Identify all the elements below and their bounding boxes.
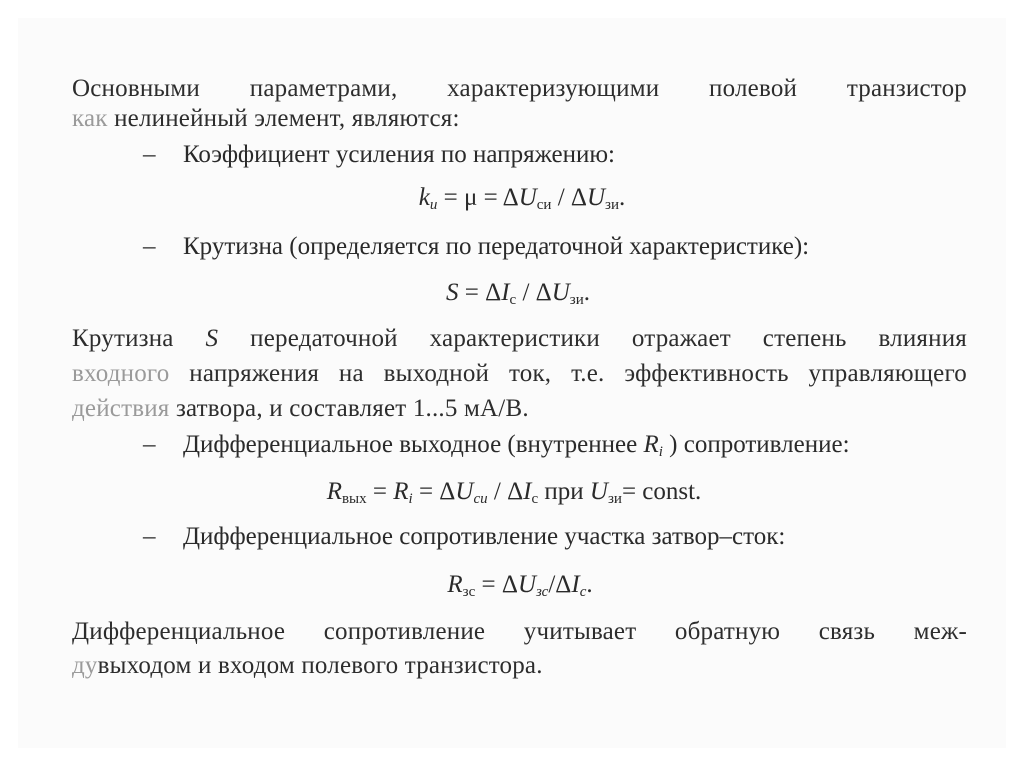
formula-operator: при (538, 478, 590, 505)
formula-symbol: U (518, 184, 537, 211)
formula-subscript: с (531, 491, 539, 507)
inline-subscript: i (658, 444, 663, 460)
formula-operator: = (366, 478, 394, 505)
formula-operator: = Δ (412, 478, 456, 505)
paragraph-2-text: затвора, и составляет 1...5 мА/В. (175, 395, 529, 422)
formula-operator: . (618, 184, 626, 211)
paragraph-1-line-1 (72, 74, 967, 104)
formula-subscript: си (536, 197, 552, 213)
formula-operator: = μ = Δ (437, 184, 519, 211)
paragraph-2-text: передаточной характеристики отражает степень влияния (250, 325, 967, 352)
faded-word: входного (72, 360, 170, 387)
paragraph-2-line-1 (72, 324, 967, 354)
paragraph-1-line-2 (72, 104, 460, 134)
formula-symbol: R (393, 478, 409, 505)
formula-subscript: си (473, 491, 488, 507)
bullet-dash: – (143, 233, 156, 260)
formula-symbol: k (418, 184, 430, 211)
formula-symbol: U (517, 571, 537, 598)
gain-label: Коэффициент усиления по напряжению: (183, 141, 615, 168)
paragraph-1-line-2-text: нелинейный элемент, являются: (114, 105, 460, 132)
formula-symbol: U (586, 184, 606, 211)
formula-subscript: и (429, 197, 438, 213)
paragraph-3-line-2 (72, 651, 543, 681)
paragraph-3-text: Дифференциальное сопротивление учитывает обратную связь меж- (72, 618, 967, 645)
formula-subscript: вых (341, 491, 367, 507)
output-resistance-label (183, 430, 850, 467)
label-text: Дифференциальное выходное (внутреннее (183, 431, 638, 458)
faded-word: как (72, 105, 108, 132)
formula-operator: . (583, 279, 590, 306)
formula-operator: . (586, 571, 593, 598)
formula-subscript: зс (536, 584, 549, 600)
paragraph-2-line-3 (72, 394, 529, 424)
bullet-dash: – (143, 523, 156, 550)
inline-symbol: S (205, 325, 219, 352)
faded-word: действия (72, 395, 170, 422)
formula-operator: /Δ (548, 571, 572, 598)
formula-operator: / Δ (516, 279, 552, 306)
formula-subscript: с (509, 292, 517, 308)
formula-symbol: U (455, 478, 474, 505)
faded-word: ду (72, 652, 98, 679)
gain-formula (10, 183, 1024, 220)
paragraph-2-text: Крутизна (72, 325, 174, 352)
formula-subscript: i (408, 491, 413, 507)
formula-symbol: I (571, 571, 580, 598)
formula-symbol: R (447, 571, 463, 598)
formula-symbol: U (589, 478, 608, 505)
formula-operator: / Δ (551, 184, 587, 211)
paragraph-3-text: выходом и входом полевого транзистора. (97, 652, 543, 679)
formula-symbol: U (551, 279, 570, 306)
formula-symbol: R (326, 478, 342, 505)
bullet-dash: – (143, 431, 156, 458)
inline-symbol: R (643, 431, 659, 458)
bullet-dash: – (143, 141, 156, 168)
formula-subscript: зи (569, 292, 584, 308)
formula-operator: = Δ (458, 279, 502, 306)
formula-subscript: зи (607, 491, 622, 507)
paragraph-1-line-1-text: Основными параметрами, характеризующими полевой транзистор (72, 75, 967, 102)
slope-label: Крутизна (определяется по передаточной характеристике): (183, 233, 810, 260)
formula-subscript: зи (605, 197, 619, 213)
formula-symbol: I (501, 279, 510, 306)
formula-subscript: зс (462, 584, 476, 600)
formula-subscript: с (579, 584, 587, 600)
gate-drain-resistance-label: Дифференциальное сопротивление участка затвор–сток: (183, 523, 786, 550)
paragraph-2-line-2 (72, 359, 967, 389)
formula-operator: = Δ (475, 571, 518, 598)
paragraph-3-line-1 (72, 617, 967, 647)
paragraph-2-text: напряжения на выходной ток, т.е. эффективность управляющего (189, 360, 967, 387)
formula-symbol: S (446, 279, 459, 306)
slope-formula (6, 278, 1024, 315)
formula-operator: / Δ (487, 478, 524, 505)
formula-operator: = const. (621, 478, 702, 505)
label-text: ) сопротивление: (669, 431, 850, 458)
output-resistance-formula (2, 477, 1024, 514)
gate-drain-resistance-formula (8, 570, 1024, 607)
formula-symbol: I (523, 478, 532, 505)
